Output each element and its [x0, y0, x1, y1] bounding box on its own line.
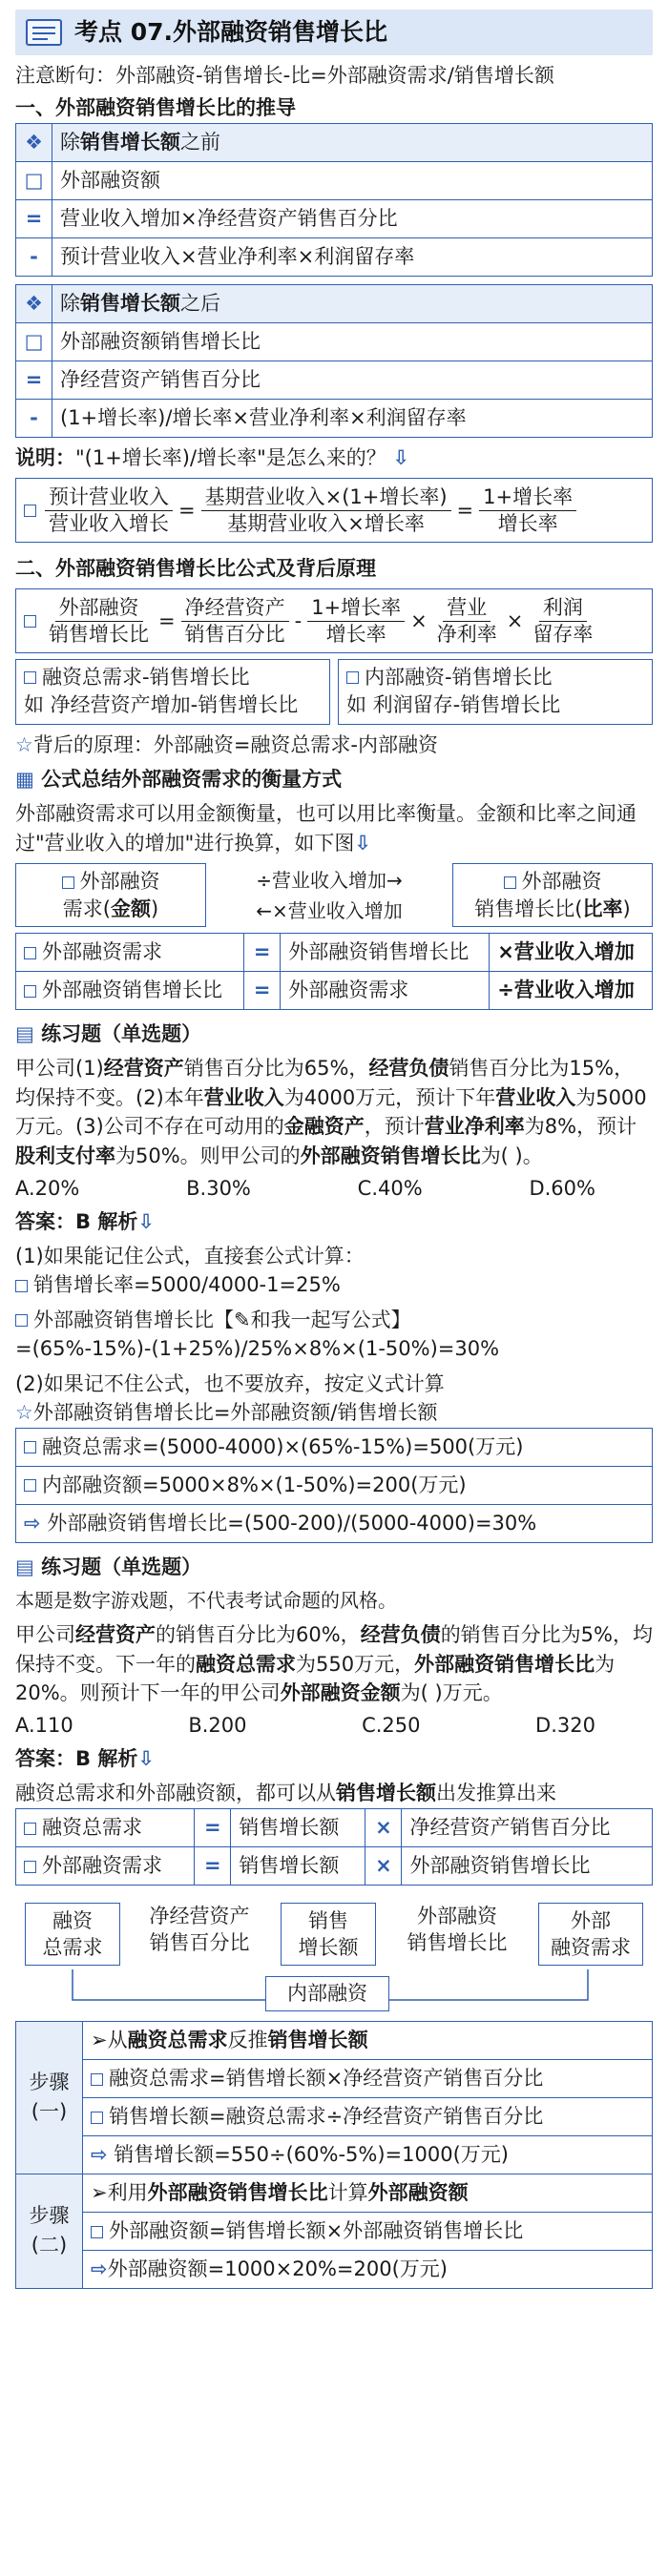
q2-a: 融资总需求: [16, 1808, 195, 1846]
stem-segment: 的销售百分比为5%，均保持不变。下一年的: [15, 1623, 654, 1676]
square-icon: [24, 947, 36, 959]
square-icon: [24, 1861, 36, 1873]
conv-b: 外部融资销售增长比: [281, 933, 490, 971]
square-icon: [24, 671, 36, 684]
page-title: 考点 07.外部融资销售增长比: [74, 17, 387, 46]
q1-answer: 答案：B 解析⇩: [15, 1207, 653, 1236]
square-icon: [91, 2112, 103, 2124]
ratio-box: 外部融资 销售增长比(比率): [452, 863, 653, 927]
formula-2: $\frac{\text{外部融资}}{\text{销售增长比}}$ = $\frac{\text{净经营资产}}{\text{销售百分比}}$ - $\frac{\text{1+增长率}}{\text{增长率}}$ × $\frac{\text{营业}}{\text{净利率}}$ × $\frac{\text{利润}}{\text{留存率}}$: [15, 588, 653, 653]
title-bar: [15, 10, 653, 55]
diamond-icon: ❖: [16, 123, 52, 161]
stem-segment: 为( )。: [480, 1144, 543, 1167]
q1-calc1: 销售增长率=5000/4000-1=25%: [15, 1270, 653, 1299]
q2-stem: [15, 1620, 653, 1707]
before-row: 营业收入增加×净经营资产销售百分比: [52, 199, 653, 237]
row-symbol: =: [16, 199, 52, 237]
step-line: 外部融资额=销售增长额×外部融资销售增长比: [83, 2212, 653, 2250]
step-line: 融资总需求=销售增长额×净经营资产销售百分比: [83, 2059, 653, 2097]
option[interactable]: A.20%: [15, 1177, 80, 1201]
stem-segment: 为4000万元，预计下年: [283, 1085, 496, 1109]
percent-label: 净经营资产 销售百分比: [149, 1904, 250, 1955]
conv-op: =: [244, 971, 281, 1009]
before-table: [15, 123, 653, 277]
q2-diagram: [15, 1893, 653, 2017]
stem-segment: 融资总需求: [196, 1652, 296, 1676]
fraction: $\frac{\text{1+增长率}}{\text{增长率}}$: [307, 595, 405, 647]
note: 注意断句：外部融资-销售增长-比=外部融资需求/销售增长额: [15, 64, 554, 87]
q1-calc3: =(65%-15%)-(1+25%)/25%×8%×(1-50%)=30%: [15, 1337, 500, 1361]
fraction: $\frac{\text{利润}}{\text{留存率}}$: [532, 596, 594, 646]
option[interactable]: B.30%: [186, 1177, 251, 1201]
before-row: 预计营业收入×营业净利率×利润留存率: [52, 237, 653, 276]
internal-financing-node: 内部融资: [265, 1976, 389, 2010]
q1-def: ☆外部融资销售增长比=外部融资额/销售增长额: [15, 1401, 438, 1425]
square-icon: [24, 1823, 36, 1835]
amount-box: 外部融资 需求(金额): [15, 863, 206, 927]
square-icon: [62, 876, 74, 889]
stem-segment: 甲公司: [15, 1623, 75, 1647]
q1-options: [15, 1174, 653, 1203]
after-header: 除销售增长额之后: [52, 284, 653, 322]
ratio-label: 外部融资 销售增长比: [407, 1904, 508, 1955]
square-icon: [15, 1314, 28, 1327]
stem-segment: 外部融资金额: [280, 1680, 401, 1704]
principle: ☆背后的原理：外部融资=融资总需求-内部融资: [15, 732, 438, 756]
q2-c: 净经营资产销售百分比: [402, 1808, 653, 1846]
stem-segment: 的销售百分比为60%，: [156, 1623, 361, 1647]
after-row: (1+增长率)/增长率×营业净利率×利润留存率: [52, 399, 653, 437]
flow-diagram: [15, 863, 653, 927]
option[interactable]: A.110: [15, 1714, 73, 1738]
after-table: [15, 284, 653, 438]
times: ×: [365, 1808, 402, 1846]
stem-segment: 经营资产: [75, 1623, 156, 1647]
arrow-right-icon: ⇨: [24, 1511, 41, 1535]
q2-options: [15, 1711, 653, 1740]
star-icon: ☆: [15, 732, 33, 756]
fraction: $\frac{\text{基期营业收入×(1+增长率)}}{\text{基期营业收入×增长率}}$: [201, 484, 451, 536]
stem-segment: 为8%，预计: [524, 1115, 637, 1139]
arrow-down-icon: ⇩: [392, 445, 410, 469]
square-icon: [24, 985, 36, 998]
conv-a: 外部融资销售增长比: [16, 971, 244, 1009]
conversion-table: [15, 933, 653, 1010]
before-header: 除销售增长额之前: [52, 123, 653, 161]
stem-segment: 甲公司(1): [15, 1057, 104, 1081]
step-line: 销售增长额=融资总需求÷净经营资产销售百分比: [83, 2097, 653, 2135]
row-symbol: -: [16, 399, 52, 437]
conv-c: ×营业收入增加: [490, 933, 653, 971]
q2-intro: 融资总需求和外部融资额，都可以从销售增长额出发推算出来: [15, 1782, 556, 1805]
q2-answer: 答案：B 解析⇩: [15, 1744, 653, 1773]
stem-segment: 股利支付率: [15, 1144, 115, 1167]
formula-1: $\frac{\text{预计营业收入}}{\text{营业收入增长}}$ = $\frac{\text{基期营业收入×(1+增长率)}}{\text{基期营业收入×增长率}}$ = $\frac{\text{1+增长率}}{\text{增长率}}$: [15, 478, 653, 543]
square-icon: [346, 671, 359, 684]
step2-head: ➢利用外部融资销售增长比计算外部融资额: [83, 2174, 653, 2212]
stem-segment: 销售百分比为65%，: [183, 1057, 369, 1081]
step1-head: ➢从融资总需求反推销售增长额: [83, 2021, 653, 2059]
grid-icon: ▦: [15, 767, 34, 791]
row-symbol: =: [16, 361, 52, 399]
q1-stem: [15, 1054, 653, 1170]
square-icon: [91, 2226, 103, 2238]
q1-calc-table: [15, 1428, 653, 1543]
q1-calc2: 外部融资销售增长比【✎和我一起写公式】: [15, 1306, 653, 1334]
conv-op: =: [244, 933, 281, 971]
square-icon: [24, 1479, 36, 1492]
fraction: $\frac{\text{1+增长率}}{\text{增长率}}$: [479, 484, 576, 536]
book-icon: [25, 16, 63, 49]
square-icon: [24, 505, 36, 517]
fraction: $\frac{\text{外部融资}}{\text{销售增长比}}$: [49, 596, 149, 646]
step-line: ⇨外部融资额=1000×20%=200(万元): [83, 2250, 653, 2288]
stem-segment: 营业收入: [495, 1085, 576, 1109]
after-row: 净经营资产销售百分比: [52, 361, 653, 399]
q1-heading: ▤ 练习题（单选题）: [15, 1021, 202, 1045]
conv-a: 外部融资需求: [16, 933, 244, 971]
option[interactable]: D.320: [535, 1714, 595, 1738]
arrow-right-icon: ⇨: [91, 2257, 108, 2280]
stem-segment: 外部融资销售增长比: [300, 1144, 481, 1167]
q2-b: 销售增长额: [231, 1846, 365, 1885]
stem-segment: 营业净利率: [424, 1115, 525, 1139]
star-icon: ☆: [15, 1401, 33, 1425]
stem-segment: 金融资产: [283, 1115, 365, 1139]
conv-c: ÷营业收入增加: [490, 971, 653, 1009]
q2-disclaimer: 本题是数字游戏题，不代表考试命题的风格。: [15, 1589, 397, 1613]
stem-segment: 销售百分比为15%，均保持不变。(2)本年: [15, 1057, 635, 1109]
book-open-icon: ▤: [15, 1555, 34, 1578]
arrow-right-icon: ⇨: [91, 2143, 108, 2166]
q2-b: 销售增长额: [231, 1808, 365, 1846]
row-symbol: □: [16, 161, 52, 199]
diamond-icon: ❖: [16, 284, 52, 322]
step-line: ⇨ 销售增长额=550÷(60%-5%)=1000(万元): [83, 2135, 653, 2174]
steps-table: [15, 2021, 653, 2289]
internal-financing-box: 内部融资-销售增长比 如 利润留存-销售增长比: [338, 659, 653, 725]
square-icon: [24, 1441, 36, 1453]
arrow-down-icon: ⇩: [137, 1209, 155, 1233]
square-icon: [24, 615, 36, 628]
fraction: $\frac{\text{预计营业收入}}{\text{营业收入增长}}$: [45, 484, 173, 536]
q2-a: 外部融资需求: [16, 1846, 195, 1885]
before-row: 外部融资额: [52, 161, 653, 199]
q1-s2: (2)如果记不住公式，也不要放弃，按定义式计算: [15, 1371, 445, 1395]
arrow-down-icon: ⇩: [354, 831, 371, 855]
principle-boxes: [15, 659, 653, 725]
section1-heading: 一、外部融资销售增长比的推导: [15, 96, 296, 120]
arrow-down-icon: ⇩: [137, 1746, 155, 1770]
stem-segment: 为5000万元。(3)公司不存在可动用的: [15, 1085, 647, 1139]
fraction: $\frac{\text{净经营资产}}{\text{销售百分比}}$: [181, 595, 289, 647]
stem-segment: 为550万元，: [296, 1652, 415, 1676]
step1-label: 步骤 (一): [16, 2021, 83, 2174]
square-icon: [15, 1280, 28, 1292]
q2-table: [15, 1808, 653, 1886]
row-symbol: □: [16, 322, 52, 361]
stem-segment: 为( )万元。: [400, 1680, 503, 1704]
sales-growth-node: 销售 增长额: [281, 1903, 376, 1967]
stem-segment: 经营负债: [360, 1623, 441, 1647]
q2-heading: ▤ 练习题（单选题）: [15, 1555, 202, 1578]
conv-b: 外部融资需求: [281, 971, 490, 1009]
calc-row: ⇨ 外部融资销售增长比=(500-200)/(5000-4000)=30%: [16, 1504, 653, 1542]
option[interactable]: D.60%: [529, 1177, 595, 1201]
option[interactable]: C.250: [362, 1714, 421, 1738]
calc-row: 融资总需求=(5000-4000)×(65%-15%)=500(万元): [16, 1428, 653, 1466]
q1-s1: (1)如果能记住公式，直接套公式计算：: [15, 1245, 365, 1268]
calc-row: 内部融资额=5000×8%×(1-50%)=200(万元): [16, 1466, 653, 1504]
step2-label: 步骤 (二): [16, 2174, 83, 2288]
row-symbol: -: [16, 237, 52, 276]
stem-segment: ，预计: [364, 1115, 425, 1139]
flow-arrows: ÷营业收入增加→ ←×营业收入增加: [256, 868, 403, 922]
square-icon: [91, 2073, 103, 2086]
equals: =: [195, 1846, 231, 1885]
stem-segment: 为20%。则预计下一年的甲公司: [15, 1652, 616, 1704]
option[interactable]: C.40%: [357, 1177, 423, 1201]
book-open-icon: ▤: [15, 1021, 34, 1045]
stem-segment: 经营资产: [103, 1057, 184, 1081]
total-demand-box: 融资总需求-销售增长比 如 净经营资产增加-销售增长比: [15, 659, 330, 725]
stem-segment: 为50%。则甲公司的: [115, 1144, 301, 1167]
after-row: 外部融资额销售增长比: [52, 322, 653, 361]
stem-segment: 营业收入: [203, 1085, 284, 1109]
square-icon: [504, 876, 516, 889]
stem-segment: 外部融资销售增长比: [414, 1652, 595, 1676]
paragraph: 外部融资需求可以用金额衡量，也可以用比率衡量。金额和比率之间通过"营业收入的增加"进行换算，如下图⇩: [15, 799, 653, 857]
total-demand-node: 融资 总需求: [25, 1903, 120, 1967]
times: ×: [365, 1846, 402, 1885]
option[interactable]: B.200: [188, 1714, 247, 1738]
explain: 说明："(1+增长率)/增长率"是怎么来的？ ⇩: [15, 443, 653, 472]
external-demand-node: 外部 融资需求: [538, 1903, 643, 1967]
equals: =: [195, 1808, 231, 1846]
section2-heading: 二、外部融资销售增长比公式及背后原理: [15, 556, 376, 580]
sub-heading: ▦ 公式总结外部融资需求的衡量方式: [15, 767, 343, 791]
q2-c: 外部融资销售增长比: [402, 1846, 653, 1885]
fraction: $\frac{\text{营业}}{\text{净利率}}$: [436, 596, 497, 646]
stem-segment: 经营负债: [368, 1057, 449, 1081]
